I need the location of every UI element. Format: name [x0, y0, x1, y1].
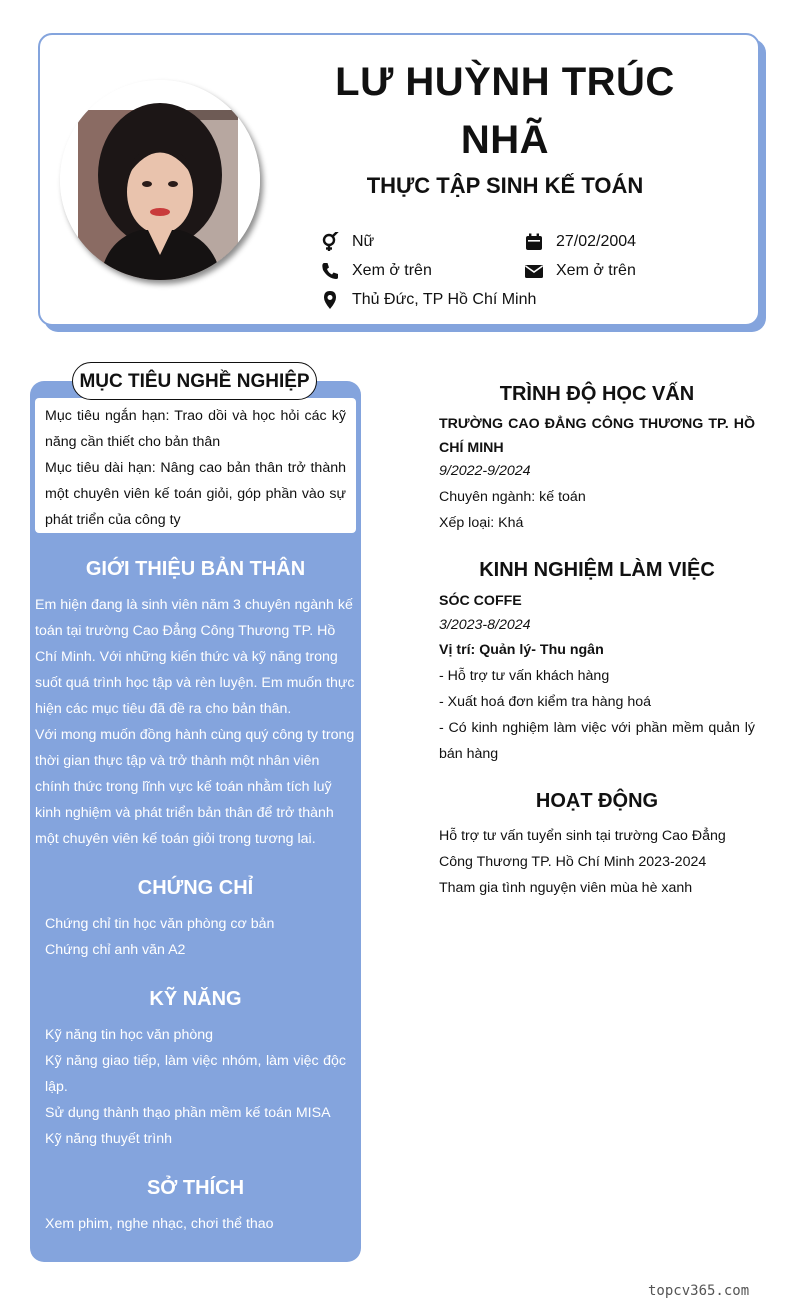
experience-task: - Xuất hoá đơn kiểm tra hàng hoá — [439, 694, 652, 710]
gender-item — [320, 230, 374, 254]
phone-value: Xem ở trên — [352, 262, 432, 279]
birthdate-item — [524, 230, 636, 254]
intro-paragraph-1: Em hiện đang là sinh viên năm 3 chuyên ngành kế toán tại trường Cao Đẳng Công Thương TP. Hồ Chí Minh. Với những kiến thức và kỹ năng trong suốt quá trình học tập và rèn luyện. Em muốn thực hiện các mục tiêu đã đề ra cho bản thân. — [35, 597, 355, 717]
education-school: TRƯỜNG CAO ĐẲNG CÔNG THƯƠNG TP. HỒ CHÍ MINH — [439, 416, 755, 456]
intro-paragraph-2: Với mong muốn đồng hành cùng quý công ty trong thời gian thực tập và trở thành một nhân viên chính thức trong lĩnh vực kế toán nhằm tích luỹ kinh nghiệm và phát triển bản thân để trở thành một chuyên viên kế toán giỏi trong tương lai. — [35, 727, 355, 847]
hobbies-title: SỞ THÍCH — [146, 1177, 245, 1199]
intro-content — [35, 592, 355, 852]
calendar-icon — [524, 232, 544, 252]
activities-title: HOẠT ĐỘNG — [535, 790, 659, 812]
certificate-item: Chứng chỉ anh văn A2 — [45, 942, 186, 958]
address-value: Thủ Đức, TP Hồ Chí Minh — [352, 291, 537, 308]
education-rank: Xếp loại: Khá — [439, 514, 524, 531]
avatar — [60, 80, 260, 280]
intro-title: GIỚI THIỆU BẢN THÂN — [85, 558, 306, 580]
skills-title: KỸ NĂNG — [149, 988, 242, 1010]
activities-content — [439, 823, 759, 901]
objective-title: MỤC TIÊU NGHỀ NGHIỆP — [72, 362, 317, 400]
gender-icon — [320, 232, 340, 252]
job-title: THỰC TẬP SINH KẾ TOÁN — [366, 173, 644, 198]
skill-item: Kỹ năng giao tiếp, làm việc nhóm, làm việc độc lập. — [45, 1053, 346, 1095]
experience-task: - Hỗ trợ tư vấn khách hàng — [439, 668, 610, 684]
gender-value: Nữ — [352, 233, 375, 250]
education-period: 9/2022-9/2024 — [439, 463, 531, 479]
email-value: Xem ở trên — [556, 262, 636, 279]
hobbies-text: Xem phim, nghe nhạc, chơi thể thao — [45, 1216, 274, 1232]
candidate-name: LƯ HUỲNH TRÚC NHÃ — [335, 60, 675, 162]
birthdate-value: 27/02/2004 — [556, 233, 637, 250]
education-major: Chuyên ngành: kế toán — [439, 488, 586, 505]
experience-period: 3/2023-8/2024 — [439, 616, 531, 633]
skill-item: Kỹ năng tin học văn phòng — [45, 1027, 214, 1043]
experience-company: SÓC COFFE — [439, 593, 522, 609]
phone-icon — [320, 261, 340, 281]
activity-item: Tham gia tình nguyện viên mùa hè xanh — [439, 880, 693, 896]
certificate-item: Chứng chỉ tin học văn phòng cơ bản — [45, 916, 275, 932]
objective-short-term: Mục tiêu ngắn hạn: Trao dồi và học hỏi các kỹ năng cần thiết cho bản thân — [45, 408, 346, 450]
experience-task: - Có kinh nghiệm làm việc với phần mềm quản lý bán hàng — [439, 720, 755, 762]
phone-item — [320, 259, 432, 283]
certificates-list — [45, 911, 346, 963]
education-title: TRÌNH ĐỘ HỌC VẤN — [499, 383, 695, 405]
skills-list — [45, 1022, 346, 1152]
location-icon — [320, 290, 340, 310]
address-item — [320, 288, 536, 312]
objective-content — [45, 403, 346, 533]
activity-item: Hỗ trợ tư vấn tuyển sinh tại trường Cao Đẳng Công Thương TP. Hồ Chí Minh 2023-2024 — [439, 828, 726, 870]
experience-position: Vị trí: Quản lý- Thu ngân — [439, 642, 604, 658]
header-card — [38, 33, 760, 326]
skill-item: Kỹ năng thuyết trình — [45, 1131, 172, 1147]
experience-title: KINH NGHIỆM LÀM VIỆC — [479, 559, 715, 581]
email-icon — [524, 261, 544, 281]
skill-item: Sử dụng thành thạo phần mềm kế toán MISA — [45, 1105, 331, 1121]
certificates-title: CHỨNG CHỈ — [137, 877, 254, 899]
experience-content — [439, 590, 755, 767]
objective-long-term: Mục tiêu dài hạn: Nâng cao bản thân trở thành một chuyên viên kế toán giỏi, góp phần vào sự phát triển của công ty — [45, 460, 346, 528]
education-content — [439, 413, 755, 536]
email-item — [524, 259, 636, 283]
watermark: topcv365.com — [648, 1283, 750, 1299]
